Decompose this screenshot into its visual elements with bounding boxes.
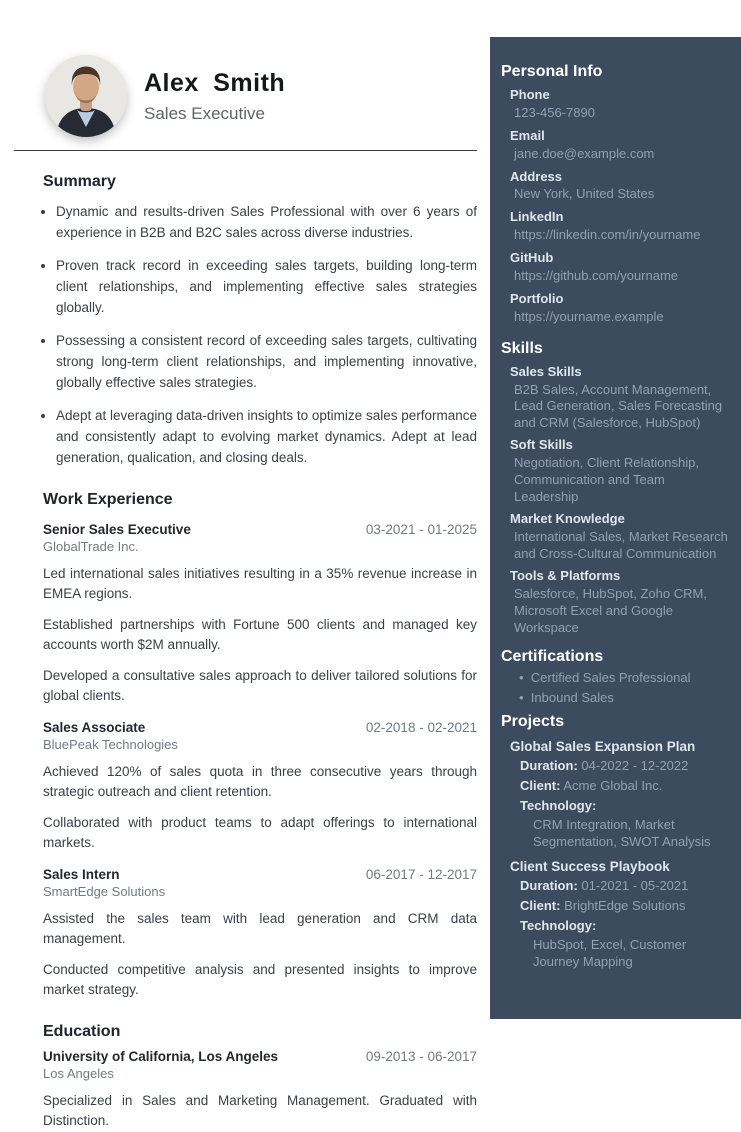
education-head [43, 1049, 477, 1064]
email-value[interactable]: jane.doe@example.com [514, 145, 655, 161]
project-name: Client Success Playbook [510, 858, 670, 874]
left-content [43, 173, 477, 1132]
job-company: GlobalTrade Inc. [43, 538, 139, 554]
header-divider [14, 150, 477, 151]
certification-item: • Certified Sales Professional [519, 670, 731, 687]
summary-bullet: • Dynamic and results-driven Sales Professional with over 6 years of experience in B2B and B2C sales across diverse industries. [56, 201, 477, 243]
personal-info-item [510, 169, 731, 204]
experience-heading: Work Experience [43, 490, 173, 508]
skill-group-value: Negotiation, Client Relationship, Communication and Team Leadership [514, 455, 699, 504]
skill-group-label: Sales Skills [510, 363, 582, 379]
client-label: Client: [520, 898, 561, 914]
job-description: Developed a consultative sales approach to deliver tailored solutions for global clients. [43, 667, 477, 704]
duration-value: 01-2021 - 05-2021 [581, 878, 689, 894]
job-dates: 02-2018 - 02-2021 [365, 719, 477, 735]
github-url[interactable]: https://github.com/yourname [514, 268, 679, 284]
portfolio-url[interactable]: https://yourname.example [514, 308, 664, 324]
summary-heading: Summary [43, 173, 116, 190]
job-entry [43, 867, 477, 1001]
address-value: New York, United States [514, 186, 655, 202]
technology-value: HubSpot, Excel, Customer Journey Mapping [533, 937, 687, 970]
resume-header [0, 0, 490, 137]
project-technology-row [520, 918, 731, 971]
skill-group-label: Soft Skills [510, 437, 573, 453]
sidebar [490, 37, 741, 1019]
skill-group [510, 511, 731, 562]
phone-value: 123-456-7890 [514, 104, 595, 120]
summary-bullet: • Adept at leveraging data-driven insights to optimize sales performance and consistently adapt to evolving market dynamics. Adept at lead generation, qualication, and closing deals. [56, 405, 477, 468]
project-client-row [520, 898, 731, 915]
job-description: Led international sales initiatives resulting in a 35% revenue increase in EMEA regions. [43, 565, 477, 602]
projects-heading: Projects [501, 712, 565, 730]
skill-group-value: International Sales, Market Research and Cross-Cultural Communication [514, 529, 728, 561]
summary-bullet: • Possessing a consistent record of exceeding sales targets, cultivating strong long-term client relationships, and implementing innovative, globally effective sales strategies. [56, 330, 477, 393]
job-description: Achieved 120% of sales quota in three consecutive years through strategic outreach and client retention. [43, 763, 477, 800]
project-duration-row [520, 758, 731, 775]
github-label: GitHub [510, 250, 554, 266]
certifications-heading: Certifications [501, 648, 604, 666]
technology-label: Technology: [520, 918, 597, 934]
duration-label: Duration: [520, 758, 578, 774]
job-head [43, 522, 477, 537]
skill-group [510, 437, 731, 505]
school-name: University of California, Los Angeles [43, 1048, 279, 1064]
project-technology-row [520, 798, 731, 851]
personal-info-item [510, 128, 731, 163]
skill-group-label: Tools & Platforms [510, 568, 621, 584]
project-entry [510, 738, 731, 851]
client-value: Acme Global Inc. [563, 778, 663, 794]
job-company: BluePeak Technologies [43, 736, 178, 752]
certification-item: • Inbound Sales [519, 690, 731, 707]
skill-group [510, 568, 731, 636]
email-label: Email [510, 127, 545, 143]
education-heading: Education [43, 1022, 121, 1040]
technology-label: Technology: [520, 798, 597, 814]
client-value: BrightEdge Solutions [564, 898, 686, 914]
project-duration-row [520, 878, 731, 895]
duration-label: Duration: [520, 878, 578, 894]
phone-label: Phone [510, 87, 550, 102]
client-label: Client: [520, 778, 561, 794]
job-head [43, 720, 477, 735]
job-title: Senior Sales Executive [43, 521, 191, 537]
linkedin-url[interactable]: https://linkedin.com/in/yourname [514, 227, 701, 243]
job-dates: 03-2021 - 01-2025 [365, 521, 477, 537]
job-description: Established partnerships with Fortune 500 clients and managed key accounts worth $2M annually. [43, 616, 477, 653]
skills-heading: Skills [501, 339, 543, 357]
job-dates: 06-2017 - 12-2017 [365, 866, 477, 882]
skill-group-label: Market Knowledge [510, 511, 625, 527]
job-entry [43, 522, 477, 707]
skill-group [510, 364, 731, 432]
job-head [43, 867, 477, 882]
linkedin-label: LinkedIn [510, 209, 564, 225]
summary-bullet: • Proven track record in exceeding sales targets, building long-term client relationships, and implementing effective sales strategies globally. [56, 255, 477, 318]
job-description: Conducted competitive analysis and presented insights to improve market strategy. [43, 961, 477, 998]
certifications-list [519, 670, 731, 707]
summary-list [43, 201, 477, 469]
person-name: Alex Smith [144, 68, 286, 97]
skill-group-value: B2B Sales, Account Management, Lead Generation, Sales Forecasting and CRM (Salesforce, HubSpot) [514, 381, 723, 430]
duration-value: 04-2022 - 12-2022 [581, 758, 689, 774]
project-client-row [520, 778, 731, 795]
job-entry [43, 720, 477, 854]
profile-photo [45, 55, 127, 137]
profile-photo-illustration [45, 55, 127, 137]
personal-info-item [510, 250, 731, 285]
education-description: Specialized in Sales and Marketing Management. Graduated with Distinction. [43, 1092, 477, 1129]
education-entry [43, 1049, 477, 1132]
project-name: Global Sales Expansion Plan [510, 738, 696, 754]
job-title: Sales Associate [43, 719, 146, 735]
personal-info-item [510, 291, 731, 326]
portfolio-label: Portfolio [510, 290, 564, 306]
personal-info-item [510, 209, 731, 244]
job-description: Collaborated with product teams to adapt offerings to international markets. [43, 814, 477, 851]
personal-info-heading: Personal Info [501, 63, 603, 80]
job-company: SmartEdge Solutions [43, 883, 166, 899]
technology-value: CRM Integration, Market Segmentation, SWOT Analysis [533, 817, 711, 850]
job-description: Assisted the sales team with lead generation and CRM data management. [43, 910, 477, 947]
education-dates: 09-2013 - 06-2017 [365, 1048, 477, 1064]
job-title: Sales Intern [43, 866, 120, 882]
address-label: Address [510, 168, 563, 184]
school-location: Los Angeles [43, 1065, 114, 1081]
skill-group-value: Salesforce, HubSpot, Zoho CRM, Microsoft Excel and Google Workspace [514, 586, 707, 635]
personal-info-item [510, 87, 731, 122]
person-job-title: Sales Executive [144, 103, 265, 123]
header-text [144, 69, 285, 124]
project-entry [510, 858, 731, 971]
